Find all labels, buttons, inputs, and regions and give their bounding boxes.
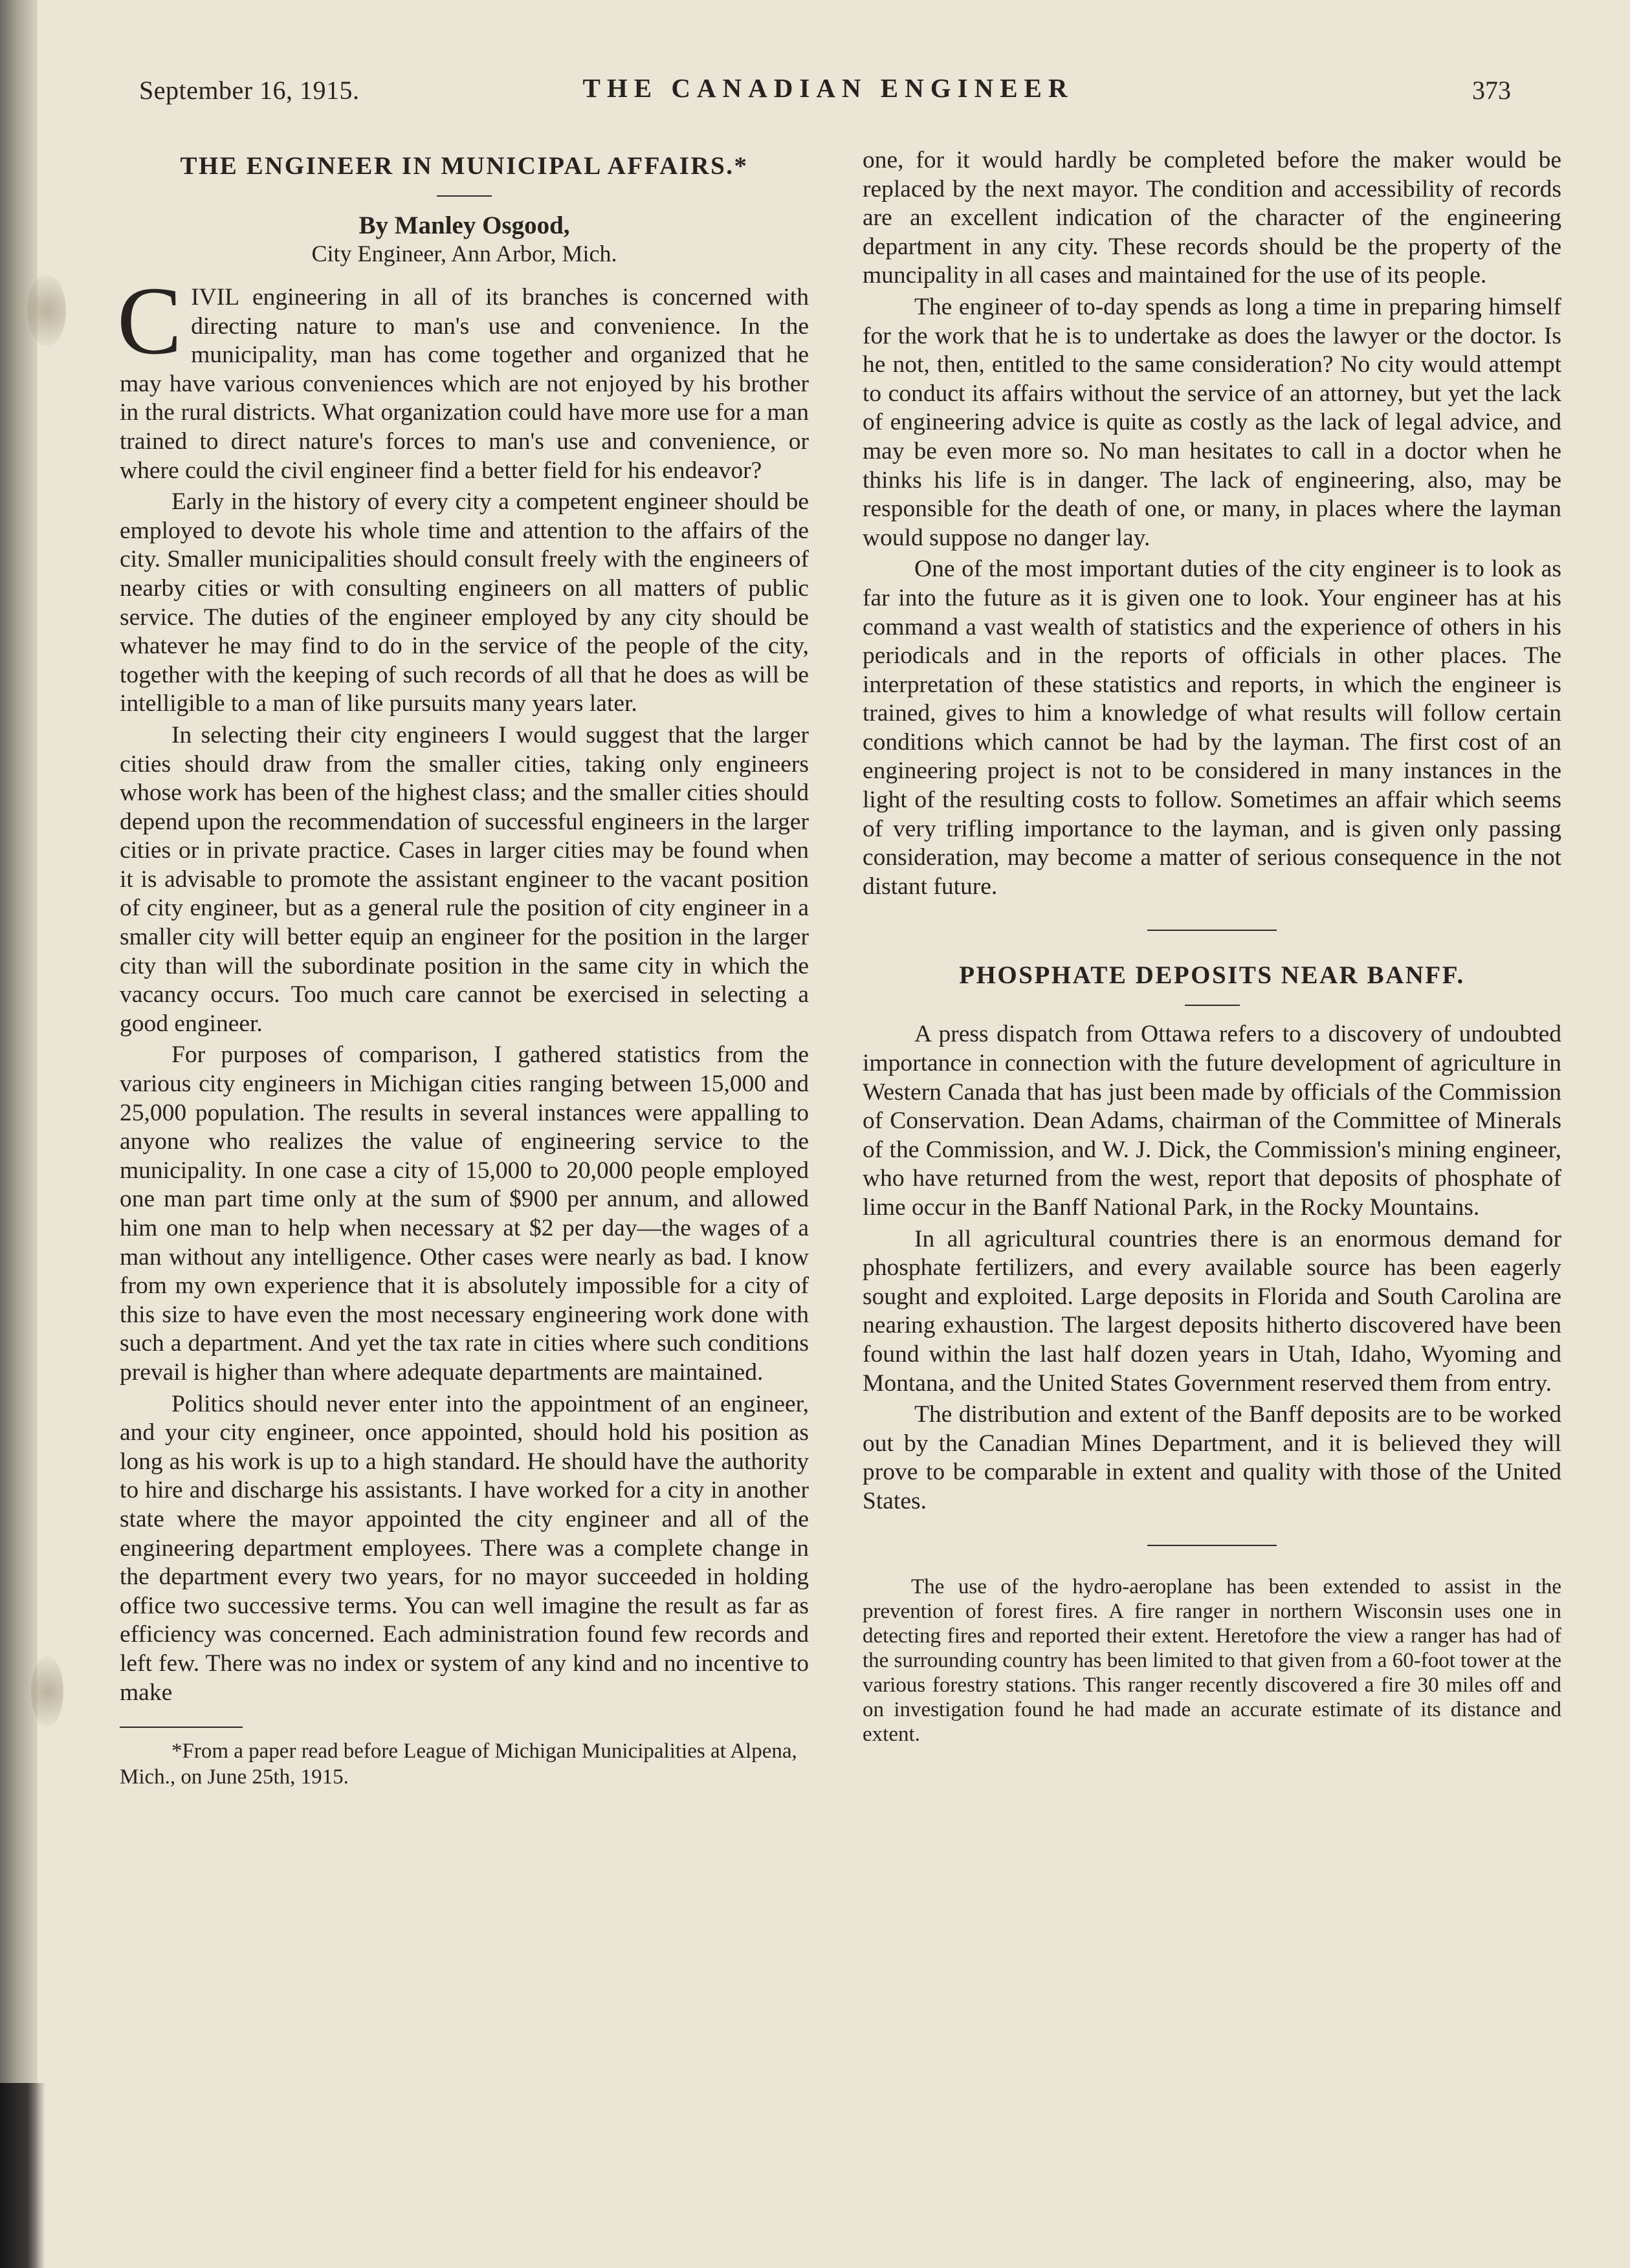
- article-paragraph: The distribution and extent of the Banff deposits are to be worked out by the Canadian Mines Department, and it is believed they will prove to be comparable in extent and quality with those of the United States.: [863, 1401, 1561, 1514]
- article-paragraph-continued: one, for it would hardly be completed before the maker would be replaced by the next mayor. The condition and accessibility of records are an excellent indication of the character of the engineering department in any city. These records should be the property of the muncipality in all cases and maintained for the use of its people.: [863, 147, 1561, 289]
- article-title: PHOSPHATE DEPOSITS NEAR BANFF.: [959, 961, 1465, 990]
- issue-date: September 16, 1915.: [139, 76, 360, 105]
- article-paragraph: [117, 267, 809, 485]
- footnote: *From a paper read before League of Michigan Municipalities at Alpena, Mich., on June 25th, 1915.: [120, 1739, 797, 1789]
- right-column: [863, 146, 1561, 1747]
- article-paragraph: A press dispatch from Ottawa refers to a discovery of undoubted importance in connection with the future development of agriculture in Western Canada that has just been made by officials of the Commission of Conservation. Dean Adams, chairman of the Committee of Minerals of the Commission, and W. J. Dick, the Commission's mining engineer, who have returned from the west, report that deposits of phosphate of lime occur in the Banff National Park, in the Rocky Mountains.: [863, 1021, 1561, 1221]
- page-number: 373: [1472, 76, 1511, 105]
- journal-title: THE CANADIAN ENGINEER: [582, 73, 1074, 103]
- article-paragraph: In selecting their city engineers I would suggest that the larger cities should draw from the smaller cities, taking only engineers whose work has been of the highest class; and the smaller cities should depend upon the recommendation of successful engineers in the larger cities or in private practice. Cases in larger cities may be found when it is advisable to promote the assistant engineer to the vacant position of city engineer, but as a general rule the position of city engineer in a smaller city will better equip an engineer for the position in the larger city than will the subordinate position in the same city in which the vacancy occurs. Too much care cannot be exercised in selecting a good engineer.: [120, 721, 809, 1037]
- paragraph-text: IVIL engineering in all of its branches is concerned with directing nature to man's use and convenience. In the municipality, man has come together and organized that he may have various conveniences which are not enjoyed by his brother in the rural districts. What organization could have more use for a man trained to direct nature's forces to man's use and convenience, or where could the civil engineer find a better field for his endeavor?: [120, 284, 809, 484]
- article-title: THE ENGINEER IN MUNICIPAL AFFAIRS.*: [180, 152, 749, 180]
- article-paragraph: One of the most important duties of the city engineer is to look as far into the future as it is given one to look. Your engineer has at his command a vast wealth of statistics and the experience of others in his periodicals and in the reports of officials in other places. The interpretation of these statistics and reports, in which the engineer is trained, gives to him a knowledge of what results will follow certain conditions which cannot be had by the layman. The first cost of an engineering project is not to be considered in many instances in the light of the resulting costs to follow. Sometimes an affair which seems of very trifling importance to the layman, and is given only passing consideration, may become a matter of serious consequence in the not distant future.: [863, 556, 1561, 900]
- article-paragraph: Politics should never enter into the appointment of an engineer, and your city engineer, once appointed, should hold his position as long as his work is up to a high standard. He should have the authority to hire and discharge his assistants. I have worked for a city in another state where the mayor appointed the city engineer and all of the engineering department employees. There was a complete change in the department every two years, for no mayor succeeded in holding office two successive terms. You can well imagine the result as far as efficiency was concerned. Each administration found few records and left few. There was no index or system of any kind and no incentive to make: [120, 1390, 809, 1706]
- news-note: [863, 1575, 1561, 1747]
- article-paragraph: For purposes of comparison, I gathered statistics from the various city engineers in Michigan cities ranging between 15,000 and 25,000 population. The results in several instances were appalling to anyone who realizes the value of engineering service to the municipality. In one case a city of 15,000 to 20,000 people employed one man part time only at the sum of $900 per annum, and allowed him one man to help when necessary at $2 per day—the wages of a man without any intelligence. Other cases were nearly as bad. I know from my own experience that it is absolutely impossible for a city of this size to have even the most necessary engineering work done with such a department. And yet the tax rate in cities where such conditions prevail is higher than where adequate departments are maintained.: [120, 1041, 809, 1386]
- footnote-rule: [120, 1727, 243, 1728]
- section-divider: [1147, 930, 1277, 931]
- running-header: [139, 70, 1517, 115]
- note-paragraph: The use of the hydro-aeroplane has been extended to assist in the prevention of forest fires. A fire ranger in northern Wisconsin uses one in detecting fires and reported their extent. Heretofore the view a ranger has had of the surrounding country has been limited to that given from a 60-foot tower at the various forestry stations. This ranger recently discovered a fire 30 miles off and on investigation found he had made an accurate estimate of its distance and extent.: [863, 1575, 1561, 1746]
- author-byline: By Manley Osgood,: [358, 212, 570, 239]
- page-gutter-shadow: [0, 0, 38, 2268]
- binding-shadow: [0, 2083, 45, 2268]
- article-paragraph: In all agricultural countries there is an enormous demand for phosphate fertilizers, and every available source has been eagerly sought and exploited. Large deposits in Florida and South Carolina are nearing exhaustion. The largest deposits hitherto discovered have been found within the last half dozen years in Utah, Idaho, Wyoming and Montana, and the United States Government reserved them from entry.: [863, 1225, 1561, 1397]
- section-divider: [1147, 1545, 1277, 1546]
- drop-cap: C: [117, 267, 182, 375]
- title-rule: [1185, 1005, 1240, 1006]
- left-column: [117, 150, 809, 1790]
- article-paragraph: The engineer of to-day spends as long a time in preparing himself for the work that he is to undertake as does the lawyer or the doctor. Is he not, then, entitled to the same consideration? No city would attempt to conduct its affairs without the service of an attorney, but yet the lack of engineering advice is quite as costly as the lack of legal advice, and may be even more so. No man hesitates to call in a doctor when he thinks his life is in danger. The lack of engineering, also, may be responsible for the death of one, or many, in places where the layman would suppose no danger lay.: [863, 293, 1561, 551]
- article-paragraph: Early in the history of every city a competent engineer should be employed to devote his whole time and attention to the affairs of the city. Smaller municipalities should consult freely with the engineers of nearby cities or with consulting engineers on all matters of public service. The duties of the engineer employed by any city should be whatever he may find to do in the service of the people of the city, together with the keeping of such records of all that he does as will be intelligible to a man of like pursuits many years later.: [120, 488, 809, 717]
- paper-stain: [31, 1656, 63, 1727]
- title-rule: [437, 195, 492, 197]
- author-affiliation: City Engineer, Ann Arbor, Mich.: [311, 241, 617, 267]
- paper-stain: [27, 275, 66, 346]
